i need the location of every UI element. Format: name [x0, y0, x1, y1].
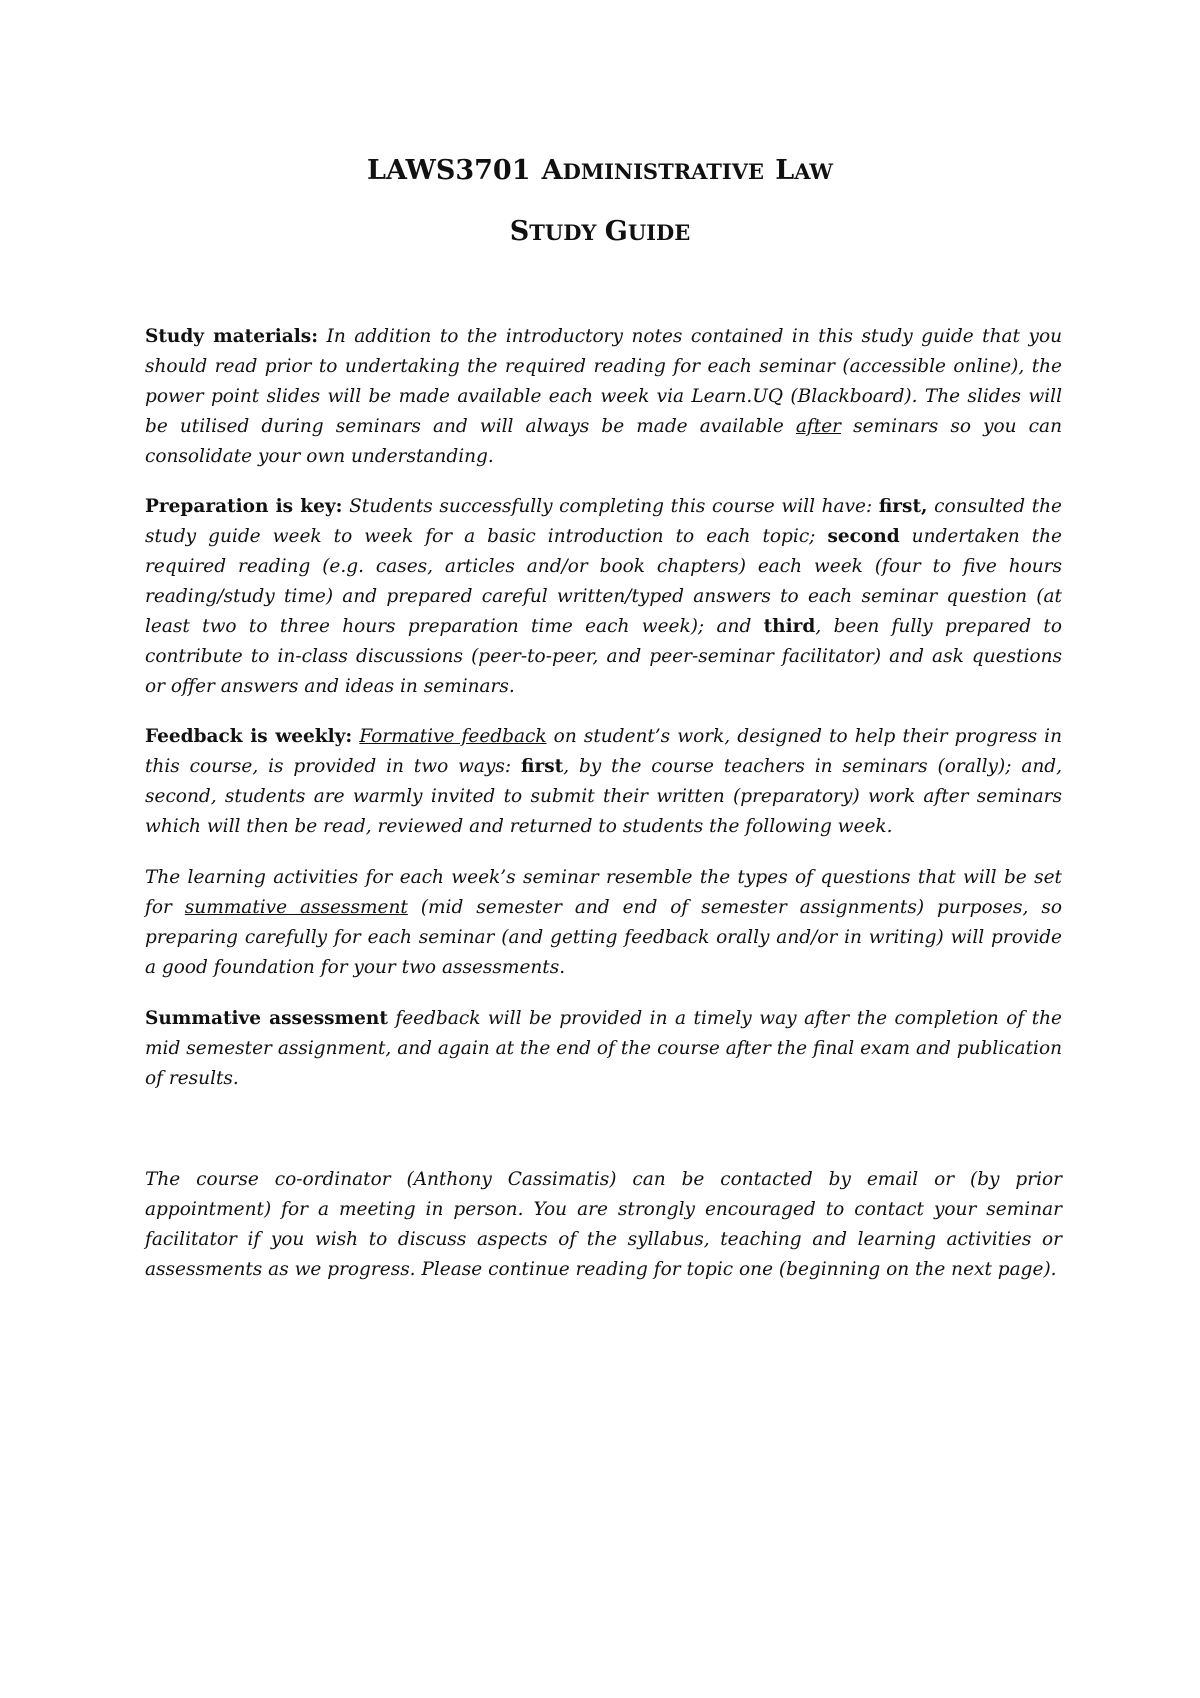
after-emphasis: after — [795, 416, 841, 437]
summative-assessment-emphasis: summative assessment — [184, 897, 408, 918]
feedback-paragraph: Feedback is weekly: Formative feedback on student’s work, designed to help their progress in this course, is provided in two ways: first, by the course teachers in seminars (orally); and, second, students are warmly invited to submit their written (preparatory) work after seminars which will then be read, reviewed and returned to students the following week. — [145, 726, 1062, 837]
course-code: LAWS3701 — [366, 155, 531, 186]
learning-activities-paragraph: The learning activities for each week’s seminar resemble the types of questions that will be set for summative assessment (mid semester and end of semester assignments) purposes, so preparing carefully for each seminar (and getting feedback orally and/or in writing) will provide a good foundation for your two assessments. — [145, 867, 1062, 978]
study-materials-paragraph: Study materials: In addition to the introductory notes contained in this study guide that you should read prior to undertaking the required reading for each seminar (accessible online), the power point slides will be made available each week via Learn.UQ (Blackboard). The slides will be utilised during seminars and will always be made available after seminars so you can consolidate your own understanding. — [145, 326, 1062, 467]
study-materials-heading: Study materials: — [145, 326, 319, 347]
preparation-heading: Preparation is key: — [145, 496, 343, 517]
preparation-paragraph: Preparation is key: Students successfully completing this course will have: first, consulted the study guide week to week for a basic introduction to each topic; second undertaken the required reading (e.g. cases, articles and/or book chapters) each week (four to five hours reading/study time) and prepared careful written/typed answers to each seminar question (at least two to three hours preparation time each week); and third, been fully prepared to contribute to in-class discussions (peer-to-peer, and peer-seminar facilitator) and ask questions or offer answers and ideas in seminars. — [145, 496, 1063, 697]
document-title: LAWS3701 ADMINISTRATIVE LAW — [366, 155, 834, 186]
summative-assessment-paragraph: Summative assessment feedback will be provided in a timely way after the completion of the mid semester assignment, and again at the end of the course after the final exam and publication of results. — [145, 1008, 1062, 1089]
coordinator-paragraph: The course co-ordinator (Anthony Cassimatis) can be contacted by email or (by prior appointment) for a meeting in person. You are strongly encouraged to contact your seminar facilitator if you wish to discuss aspects of the syllabus, teaching and learning activities or assessments as we progress. Please continue reading for topic one (beginning on the next page). — [145, 1169, 1062, 1280]
feedback-heading: Feedback is weekly: — [145, 726, 353, 747]
document-subtitle: STUDY GUIDE — [509, 216, 691, 247]
formative-feedback-emphasis: Formative feedback — [359, 726, 547, 747]
summative-heading: Summative assessment — [145, 1008, 388, 1029]
